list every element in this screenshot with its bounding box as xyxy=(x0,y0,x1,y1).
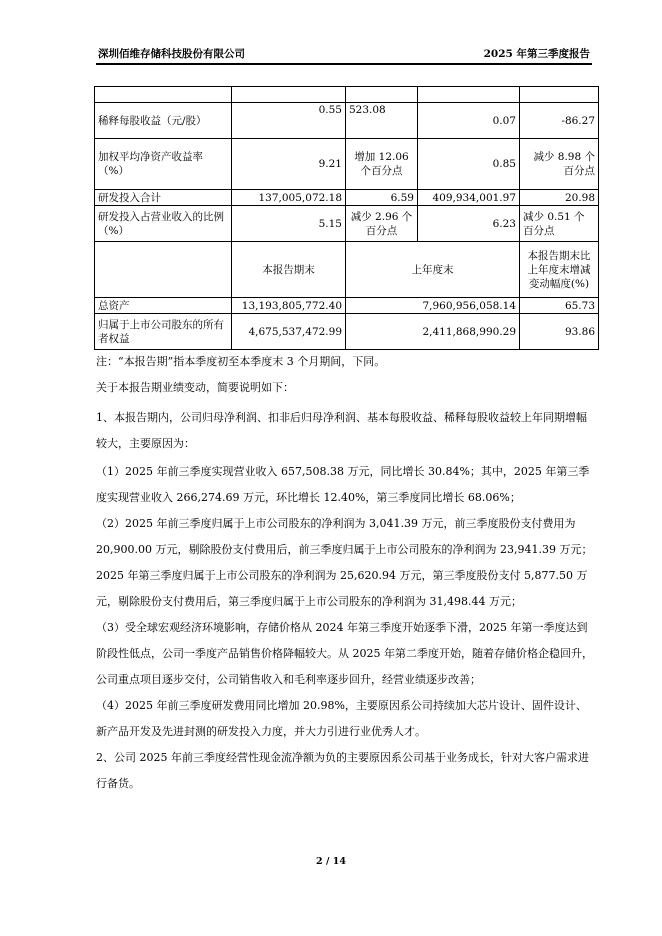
paragraph: （4）2025 年前三季度研发费用同比增加 20.98%，主要原因系公司持续加大芯片设计、固件设计、新产品开发及先进封测的研发投入力度，并大力引进行业优秀人才。 xyxy=(96,699,587,738)
cell: -86.27 xyxy=(520,103,599,139)
cell: 6.23 xyxy=(418,206,520,242)
paragraph: 1、本报告期内，公司归母净利润、扣非后归母净利润、基本每股收益、稀释每股收益较上年同期增幅较大，主要原因为： xyxy=(96,411,587,450)
row-label: 研发投入占营业收入的比例（%） xyxy=(95,206,232,242)
page-header xyxy=(96,46,592,62)
row-label: 归属于上市公司股东的所有者权益 xyxy=(95,314,232,350)
paragraph: （3）受全球宏观经济环境影响，存储价格从 2024 年第三季度开始逐季下滑，2025 年第一季度达到阶段性低点，公司一季度产品销售价格降幅较大。从 2025 年第二季度开始，随着存储价格企稳回升，公司重点项目逐步交付，公司销售收入和毛利率逐步回升，经营业绩逐步改善； xyxy=(96,621,593,686)
paragraph: 关于本报告期业绩变动，简要说明如下： xyxy=(96,381,294,394)
row-label: 总资产 xyxy=(95,298,232,314)
cell: 20.98 xyxy=(520,190,599,206)
table-row xyxy=(95,87,599,103)
paragraph: （1）2025 年前三季度实现营业收入 657,508.38 万元，同比增长 30.84%；其中，2025 年第三季度实现营业收入 266,274.69 万元，环比增长 12.40%，第三季度同比增长 68.06%； xyxy=(96,465,590,504)
cell: 13,193,805,772.40 xyxy=(232,298,346,314)
table-note: 注：“本报告期”指本季度初至本季度末 3 个月期间，下同。 xyxy=(96,355,386,368)
cell: 减少 2.96 个百分点 xyxy=(346,206,418,242)
page-number: 2 / 14 xyxy=(316,856,346,867)
cell: 523.08 xyxy=(346,103,418,139)
cell: 93.86 xyxy=(520,314,599,350)
cell: 6.59 xyxy=(346,190,418,206)
paragraph: （2）2025 年前三季度归属于上市公司股东的净利润为 3,041.39 万元，前三季度股份支付费用为 20,900.00 万元，剔除股份支付费用后，前三季度归属于上市公司股东的净利润为 23,941.39 万元；2025 年第三季度归属于上市公司股东的净利润为 25,620.94 万元，第三季度股份支付 5,877.50 万元，剔除股份支付费用后，第三季度归属于上市公司股东的净利润为 31,498.44 万元； xyxy=(96,517,593,608)
company-name: 深圳佰维存储科技股份有限公司 xyxy=(98,48,245,60)
cell: 2,411,868,990.29 xyxy=(346,314,520,350)
cell: 0.07 xyxy=(418,103,520,139)
header-divider xyxy=(96,63,592,65)
header-cell: 上年度末 xyxy=(346,242,520,298)
row-label: 稀释每股收益（元/股） xyxy=(95,103,232,139)
cell: 65.73 xyxy=(520,298,599,314)
cell: 5.15 xyxy=(232,206,346,242)
cell: 减少 0.51 个百分点 xyxy=(520,206,599,242)
cell: 0.55 xyxy=(232,103,346,139)
table-row xyxy=(95,103,599,139)
header-cell: 本报告期末比上年度末增减变动幅度(%) xyxy=(520,242,599,298)
financial-table xyxy=(94,86,599,350)
table-row xyxy=(95,314,599,350)
cell: 409,934,001.97 xyxy=(418,190,520,206)
row-label: 研发投入合计 xyxy=(95,190,232,206)
cell: 减少 8.98 个百分点 xyxy=(520,139,599,190)
paragraph: 2、公司 2025 年前三季度经营性现金流净额为负的主要原因系公司基于业务成长，针对大客户需求进行备货。 xyxy=(96,751,589,790)
cell: 137,005,072.18 xyxy=(232,190,346,206)
table-header-row xyxy=(95,242,599,298)
table-row xyxy=(95,190,599,206)
table-row xyxy=(95,139,599,190)
header-cell: 本报告期末 xyxy=(232,242,346,298)
cell: 4,675,537,472.99 xyxy=(232,314,346,350)
cell: 7,960,956,058.14 xyxy=(346,298,520,314)
cell: 增加 12.06 个百分点 xyxy=(346,139,418,190)
table-row xyxy=(95,298,599,314)
table-row xyxy=(95,206,599,242)
report-title: 2025 年第三季度报告 xyxy=(483,48,590,60)
row-label: 加权平均净资产收益率（%） xyxy=(95,139,232,190)
cell: 0.85 xyxy=(418,139,520,190)
cell: 9.21 xyxy=(232,139,346,190)
